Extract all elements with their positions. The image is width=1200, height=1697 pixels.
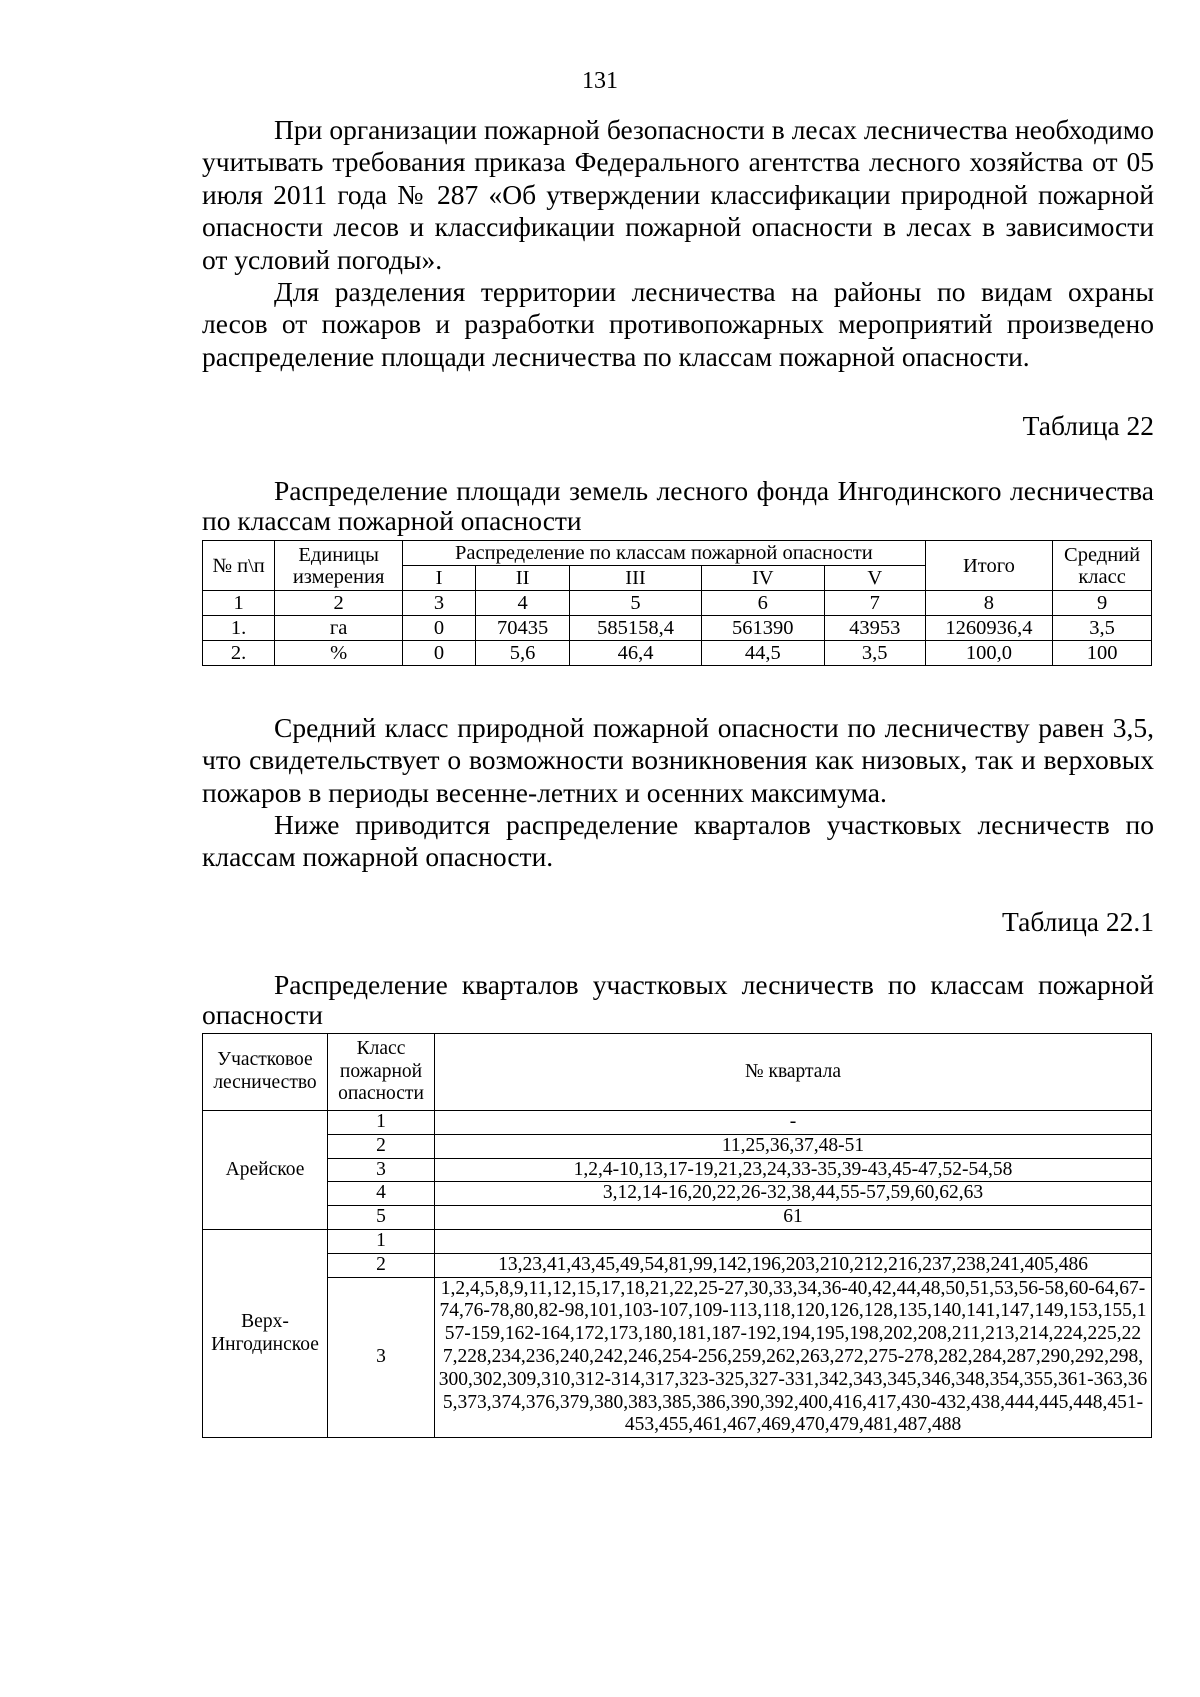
table-22-1-title: Распределение кварталов участковых лесничеств по классам пожарной опасности: [202, 969, 1154, 1030]
table-row: 5 61: [203, 1206, 1152, 1230]
header-forestry: Участковое лесничество: [203, 1034, 328, 1111]
paragraph-4: Ниже приводится распределение кварталов участковых лесничеств по классам пожарной опасности.: [202, 809, 1154, 873]
table-row: Верх-Ингодинское 1: [203, 1229, 1152, 1253]
paragraph-2: Для разделения территории лесничества на районы по видам охраны лесов от пожаров и разработки противопожарных мероприятий произведено распределение площади лесничества по классам пожарной опасности.: [202, 276, 1154, 372]
table-row: 1. га 0 70435 585158,4 561390 43953 1260936,4 3,5: [203, 616, 1152, 641]
header-class-3: III: [570, 566, 702, 591]
table-row: 2 11,25,36,37,48-51: [203, 1134, 1152, 1158]
header-num: № п\п: [203, 541, 275, 591]
forestry-name: Арейское: [203, 1111, 328, 1230]
quarters-by-fire-class-table: [202, 1033, 1152, 1438]
header-class-1: I: [403, 566, 476, 591]
forestry-name: Верх-Ингодинское: [203, 1229, 328, 1437]
table-22-title: Распределение площади земель лесного фонда Ингодинского лесничества по классам пожарной опасности: [202, 475, 1154, 536]
table-row: 2. % 0 5,6 46,4 44,5 3,5 100,0 100: [203, 641, 1152, 666]
header-class-2: II: [475, 566, 569, 591]
column-number-row: 1 2 3 4 5 6 7 8 9: [203, 591, 1152, 616]
header-class: Класс пожарной опасности: [328, 1034, 435, 1111]
page-number: 131: [582, 68, 618, 94]
header-quarter: № квартала: [435, 1034, 1152, 1111]
table-row: 4 3,12,14-16,20,22,26-32,38,44,55-57,59,60,62,63: [203, 1182, 1152, 1206]
paragraph-1: При организации пожарной безопасности в лесах лесничества необходимо учитывать требования приказа Федерального агентства лесного хозяйства от 05 июля 2011 года № 287 «Об утверждении классификации природной пожарной опасности лесов и классификации пожарной опасности в лесах в зависимости от условий погоды».: [202, 114, 1154, 275]
header-class-5: V: [824, 566, 925, 591]
table-row: 3 1,2,4,5,8,9,11,12,15,17,18,21,22,25-27,30,33,34,36-40,42,44,48,50,51,53,56-58,60-64,67-74,76-78,80,82-98,101,103-107,109-113,118,120,126,128,135,140,141,147,149,153,155,157-159,162-164,172,173,180,181,187-192,194,195,198,202,208,211,213,214,224,225,227,228,234,236,240,242,246,254-256,259,262,263,272,275-278,282,284,287,290,292,298,300,302,309,310,312-314,317,323-325,327-331,342,343,345,346,348,354,355,361-363,365,373,374,376,379,380,383,385,386,390,392,400,416,417,430-432,438,444,445,448,451-453,455,461,467,469,470,479,481,487,488: [203, 1277, 1152, 1438]
header-avg-class: Средний класс: [1053, 541, 1152, 591]
table-row: 2 13,23,41,43,45,49,54,81,99,142,196,203,210,212,216,237,238,241,405,486: [203, 1253, 1152, 1277]
paragraph-3: Средний класс природной пожарной опасности по лесничеству равен 3,5, что свидетельствует о возможности возникновения как низовых, так и верховых пожаров в периоды весенне-летних и осенних максимума.: [202, 712, 1154, 808]
header-unit: Единицы измерения: [275, 541, 403, 591]
table-row: Арейское 1 -: [203, 1111, 1152, 1135]
table-row: 3 1,2,4-10,13,17-19,21,23,24,33-35,39-43,45-47,52-54,58: [203, 1158, 1152, 1182]
table-22-1-caption: Таблица 22.1: [1002, 906, 1154, 937]
header-total: Итого: [925, 541, 1053, 591]
header-distribution: Распределение по классам пожарной опасности: [403, 541, 926, 566]
header-class-4: IV: [701, 566, 824, 591]
fire-class-area-table: [202, 540, 1152, 666]
table-22-caption: Таблица 22: [1022, 410, 1154, 441]
